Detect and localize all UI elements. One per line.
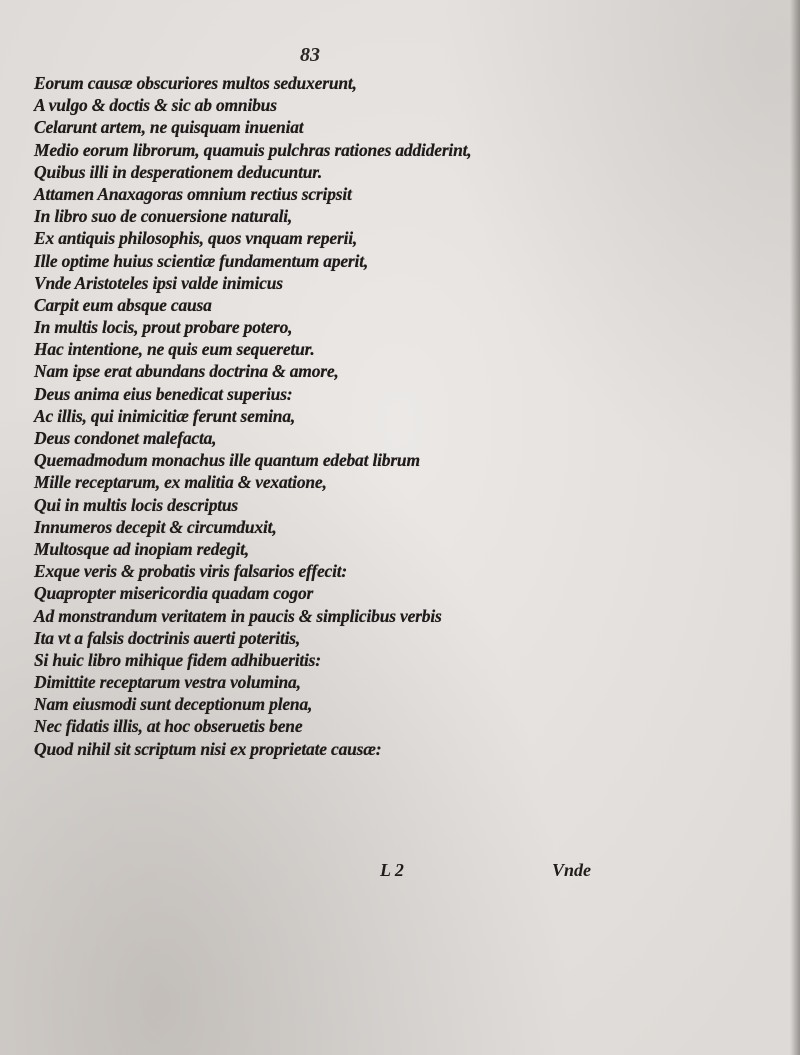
- catchword: Vnde: [552, 860, 592, 880]
- page-edge-shadow: [790, 0, 800, 1055]
- page-number: 83: [300, 44, 320, 66]
- text-line: In multis locis, prout probare potero,: [34, 317, 293, 338]
- text-line: Mille receptarum, ex malitia & vexatione,: [34, 472, 327, 493]
- text-line: Medio eorum librorum, quamuis pulchras rationes addiderint,: [34, 139, 472, 160]
- verse-text-block: [34, 72, 774, 760]
- text-line: Attamen Anaxagoras omnium rectius scripsit: [34, 183, 352, 204]
- text-line: Celarunt artem, ne quisquam inueniat: [34, 117, 304, 138]
- text-line: Deus condonet malefacta,: [34, 428, 217, 448]
- text-line: Quapropter misericordia quadam cogor: [34, 583, 314, 604]
- text-line: Deus anima eius benedicat superius:: [34, 383, 293, 404]
- text-line: Ille optime huius scientiæ fundamentum aperit,: [34, 250, 369, 271]
- text-line: Ex antiquis philosophis, quos vnquam reperii,: [34, 228, 358, 249]
- text-line: Nec fidatis illis, at hoc obseruetis bene: [34, 716, 303, 737]
- text-line: Ad monstrandum veritatem in paucis & simplicibus verbis: [34, 605, 442, 626]
- text-line: Vnde Aristoteles ipsi valde inimicus: [34, 272, 283, 293]
- text-line: Qui in multis locis descriptus: [34, 494, 239, 515]
- text-line: Si huic libro mihique fidem adhibueritis:: [34, 649, 321, 670]
- text-line: Exque veris & probatis viris falsarios effecit:: [34, 561, 348, 582]
- signature-mark: L 2: [380, 860, 404, 880]
- text-line: Ita vt a falsis doctrinis auerti poteritis,: [34, 627, 301, 648]
- page-footer: [0, 860, 800, 886]
- text-line: Hac intentione, ne quis eum sequeretur.: [34, 339, 315, 360]
- text-line: Quibus illi in desperationem deducuntur.: [34, 161, 323, 182]
- text-line: Innumeros decepit & circumduxit,: [34, 516, 277, 537]
- text-line: Quemadmodum monachus ille quantum edebat librum: [34, 450, 420, 471]
- text-line: Dimittite receptarum vestra volumina,: [34, 672, 301, 693]
- text-line: Carpit eum absque causa: [34, 294, 212, 315]
- text-line: Ac illis, qui inimicitiæ ferunt semina,: [34, 405, 296, 426]
- text-line: Quod nihil sit scriptum nisi ex proprietate causæ:: [34, 738, 382, 759]
- text-line: A vulgo & doctis & sic ab omnibus: [34, 95, 277, 116]
- text-line: Multosque ad inopiam redegit,: [34, 538, 249, 559]
- text-line: In libro suo de conuersione naturali,: [34, 206, 293, 227]
- text-line: Nam eiusmodi sunt deceptionum plena,: [34, 694, 313, 715]
- text-line: Eorum causæ obscuriores multos seduxerunt,: [34, 73, 357, 93]
- text-line: Nam ipse erat abundans doctrina & amore,: [34, 361, 339, 382]
